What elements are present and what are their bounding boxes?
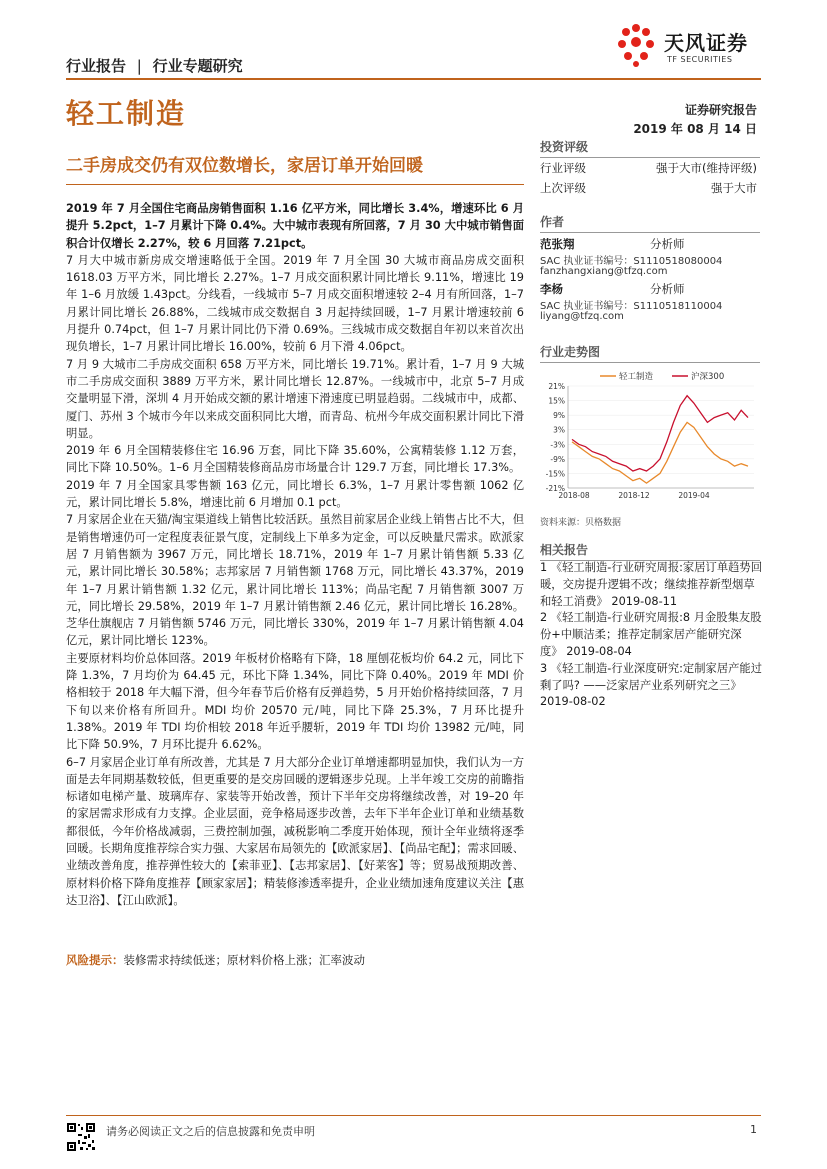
- title-rule: [66, 184, 524, 185]
- footer-rule: [66, 1115, 761, 1116]
- body-paragraph-2: 7 月大中城市新房成交增速略低于全国。2019 年 7 月全国 30 大城市商品房成交面积 1618.03 万平方米，同比增长 2.27%。1–7 月成交面积累计同比增长 9.11%，增速比 19 年 1–6 月放缓 1.43pct。分线看，一线城市 5–7 月成交面积增速较 2–4 月有所回落，1–7 月累计同比增长 26.88%，二线城市成交数据自 3 月起持续回暖，1–7 月累计增速较前 6 月提升 0.74pct，但 1–7 月累计同比仍下滑 0.69%。三线城市成交数据自年初以来首次出现负增长，1–7 月累计同比增长 16.00%，较前 6 月下滑 4.06pct。: [66, 253, 524, 354]
- author-sac: SAC 执业证书编号：S1110518080004: [540, 256, 723, 267]
- risk-label: 风险提示：: [66, 953, 124, 967]
- header-category: 行业报告: [66, 57, 127, 75]
- y-tick-label: -3%: [550, 440, 565, 450]
- author-name: 李杨: [540, 282, 563, 296]
- body-paragraph-8: 6–7 月家居企业订单有所改善，尤其是 7 月大部分企业订单增速都明显加快，我们认为一方面是去年同期基数较低，但更重要的是交房回暖的逻辑逐步兑现。上半年竣工交房的前瞻指标诸如电梯产量、玻璃库存、家装等开始改善，预计下半年交房将继续改善，对 19–20 年的家居需求形成有力支撑。企业层面，竞争格局逐步改善，去年下半年企业订单和业绩基数都很低，今年价格战减弱，三费控制加强，减税影响二季度开始体现，预计全年业绩将逐季回暖。长期角度推荐综合实力强、大家居布局领先的【欧派家居】、【尚品宅配】；需求回暖、业绩改善角度，推荐弹性较大的【索菲亚】、【志邦家居】、【好莱客】等；贸易战预期改善、原材料价格下降角度推荐【顾家家居】；精装修渗透率提升，企业业绩加速角度建议关注【惠达卫浴】、【江山欧派】。: [66, 755, 524, 907]
- x-tick-label: 2018-12: [618, 491, 650, 500]
- related-item-date: 2019-08-11: [611, 594, 678, 608]
- related-item-text[interactable]: 3 《轻工制造-行业深度研究:定制家居产能过剩了吗? ——泛家居产业系列研究之三》: [540, 661, 763, 692]
- body-paragraph-1: 2019 年 7 月全国住宅商品房销售面积 1.16 亿平方米，同比增长 3.4%，增速环比 6 月提升 5.2pct，1–7 月累计下降 0.4%。大中城市表现有所回落，7 月 30 大中城市销售面积合计仅增长 2.27%，较 6 月回落 7.21pct。: [66, 202, 524, 250]
- author-title: 分析师: [650, 282, 685, 296]
- x-tick-label: 2018-08: [558, 491, 590, 500]
- industry-title: 轻工制造: [66, 97, 187, 130]
- prev-rating-label: 上次评级: [540, 181, 586, 195]
- footer-disclaimer: 请务必阅读正文之后的信息披露和免责申明: [106, 1125, 315, 1138]
- body-paragraph-3: 7 月 9 大城市二手房成交面积 658 万平方米，同比增长 19.71%。累计看，1–7 月 9 大城市二手房成交面积 3889 万平方米，累计同比增长 12.87%。一线城市中，北京 5–7 月成交量明显下滑，深圳 4 月开始成交额的累计增速下滑速度已明显趋弱。二线城市中，成都、厦门、苏州 3 个城市今年以来成交面积同比大增，而青岛、杭州今年成交面积累计同比下滑明显。: [66, 357, 524, 440]
- related-reports: [540, 560, 762, 711]
- related-item-date: 2019-08-04: [566, 644, 632, 658]
- y-tick-label: -15%: [545, 469, 565, 479]
- related-item[interactable]: [540, 610, 762, 660]
- legend-label: 轻工制造: [619, 372, 654, 382]
- header-breadcrumb: [66, 55, 243, 76]
- author-sac: SAC 执业证书编号：S1110518110004: [540, 301, 723, 312]
- body-paragraph-6: 7 月家居企业在天猫/淘宝渠道线上销售比较活跃。虽然目前家居企业线上销售占比不大，但是销售增速仍可一定程度表征景气度，定制线上下单多为定金，可以反映量尺需求。欧派家居 7 月销售额为 3967 万元，同比增长 18.71%，2019 年 1–7 月累计销售额 5.33 亿元，累计同比增长 30.58%；志邦家居 7 月销售额 1768 万元，同比增长 43.37%，2019 年 1–7 月累计销售额 1.32 亿元，累计同比增长 113%；尚品宅配 7 月销售额 3007 万元，同比增长 29.58%，2019 年 1–7 月累计销售额 2.46 亿元，累计同比增长 16.28%。芝华仕旗舰店 7 月销售额 5746 万元，同比增长 330%，2019 年 1–7 月累计销售额 4.04 亿元，累计同比增长 123%。: [66, 513, 524, 648]
- author-title: 分析师: [650, 237, 685, 251]
- logo-name: 天风证券: [664, 31, 748, 55]
- report-body: [66, 200, 524, 909]
- industry-rating-label: 行业评级: [540, 161, 586, 175]
- author-email: fanzhangxiang@tfzq.com: [540, 266, 668, 277]
- prev-rating-value: 强于大市: [711, 181, 757, 195]
- qr-code-icon: [66, 1122, 96, 1152]
- y-tick-label: 9%: [553, 411, 565, 421]
- logo-subtitle: TF SECURITIES: [667, 55, 733, 64]
- legend-label: 沪深300: [691, 372, 725, 382]
- header-rule: [66, 78, 761, 80]
- authors-head: 作者: [540, 213, 760, 233]
- related-head: 相关报告: [540, 541, 760, 561]
- series-line-light-industry: [572, 422, 748, 483]
- related-item-date: 2019-08-02: [540, 695, 606, 709]
- header-separator: |: [136, 57, 142, 75]
- header-subcategory: 行业专题研究: [152, 57, 243, 75]
- related-item[interactable]: [540, 560, 762, 610]
- y-tick-label: -21%: [545, 484, 565, 493]
- risk-text: 装修需求持续低迷；原材料价格上涨；汇率波动: [123, 953, 365, 967]
- trend-head: 行业走势图: [540, 343, 760, 363]
- report-type: 证券研究报告: [684, 103, 757, 117]
- related-item-text[interactable]: 2 《轻工制造-行业研究周报:8 月金股集友股份+中顺洁柔；推荐定制家居产能研究深度》: [540, 611, 762, 658]
- author-email: liyang@tfzq.com: [540, 311, 624, 322]
- body-paragraph-5: 2019 年 7 月全国家具零售额 163 亿元，同比增长 6.3%，1–7 月累计零售额 1062 亿元，累计同比增长 5.8%，增速比前 6 月增加 0.1 pct。: [66, 478, 524, 510]
- trend-chart: [540, 368, 760, 513]
- chart-source: 资料来源：贝格数据: [540, 518, 622, 528]
- industry-rating-value: 强于大市(维持评级): [656, 161, 757, 175]
- page-number: 1: [750, 1123, 757, 1136]
- y-tick-label: -9%: [550, 454, 565, 464]
- body-paragraph-7: 主要原材料均价总体回落。2019 年板材价格略有下降，18 厘刨花板均价 64.2 元，同比下降 1.3%，7 月均价为 64.45 元，环比下降 1.34%，同比下降 0.40%。2019 年 MDI 价格相较于 2018 年大幅下滑，但今年春节后价格有反弹趋势，5 月开始价格持续回落，7 月下旬以来价格有所回升。MDI 均价 20570 元/吨，同比下降 25.3%，7 月环比提升 1.38%。2019 年 TDI 均价相较 2018 年近乎腰斩，2019 年 TDI 均价 13982 元/吨，同比下降 50.9%，7 月环比提升 6.62%。: [66, 651, 524, 752]
- related-item-text[interactable]: 1 《轻工制造-行业研究周报:家居订单趋势回暖，交房提升逻辑不改；继续推荐新型烟草和轻工消费》: [540, 561, 763, 608]
- rating-head: 投资评级: [540, 138, 760, 158]
- related-item[interactable]: [540, 661, 762, 711]
- report-title: 二手房成交仍有双位数增长，家居订单开始回暖: [66, 156, 423, 176]
- y-tick-label: 3%: [553, 425, 565, 435]
- x-tick-label: 2019-04: [678, 491, 710, 500]
- author-name: 范张翔: [540, 237, 575, 251]
- y-tick-label: 15%: [548, 396, 565, 406]
- y-tick-label: 21%: [548, 382, 565, 391]
- report-date: 2019 年 08 月 14 日: [633, 122, 757, 136]
- body-paragraph-4: 2019 年 6 月全国精装修住宅 16.96 万套，同比下降 35.60%，公寓精装修 1.12 万套，同比下降 10.50%。1–6 月全国精装修商品房市场量合计 129.7 万套，同比增长 17.3%。: [66, 444, 524, 475]
- risk-notice: [66, 952, 365, 968]
